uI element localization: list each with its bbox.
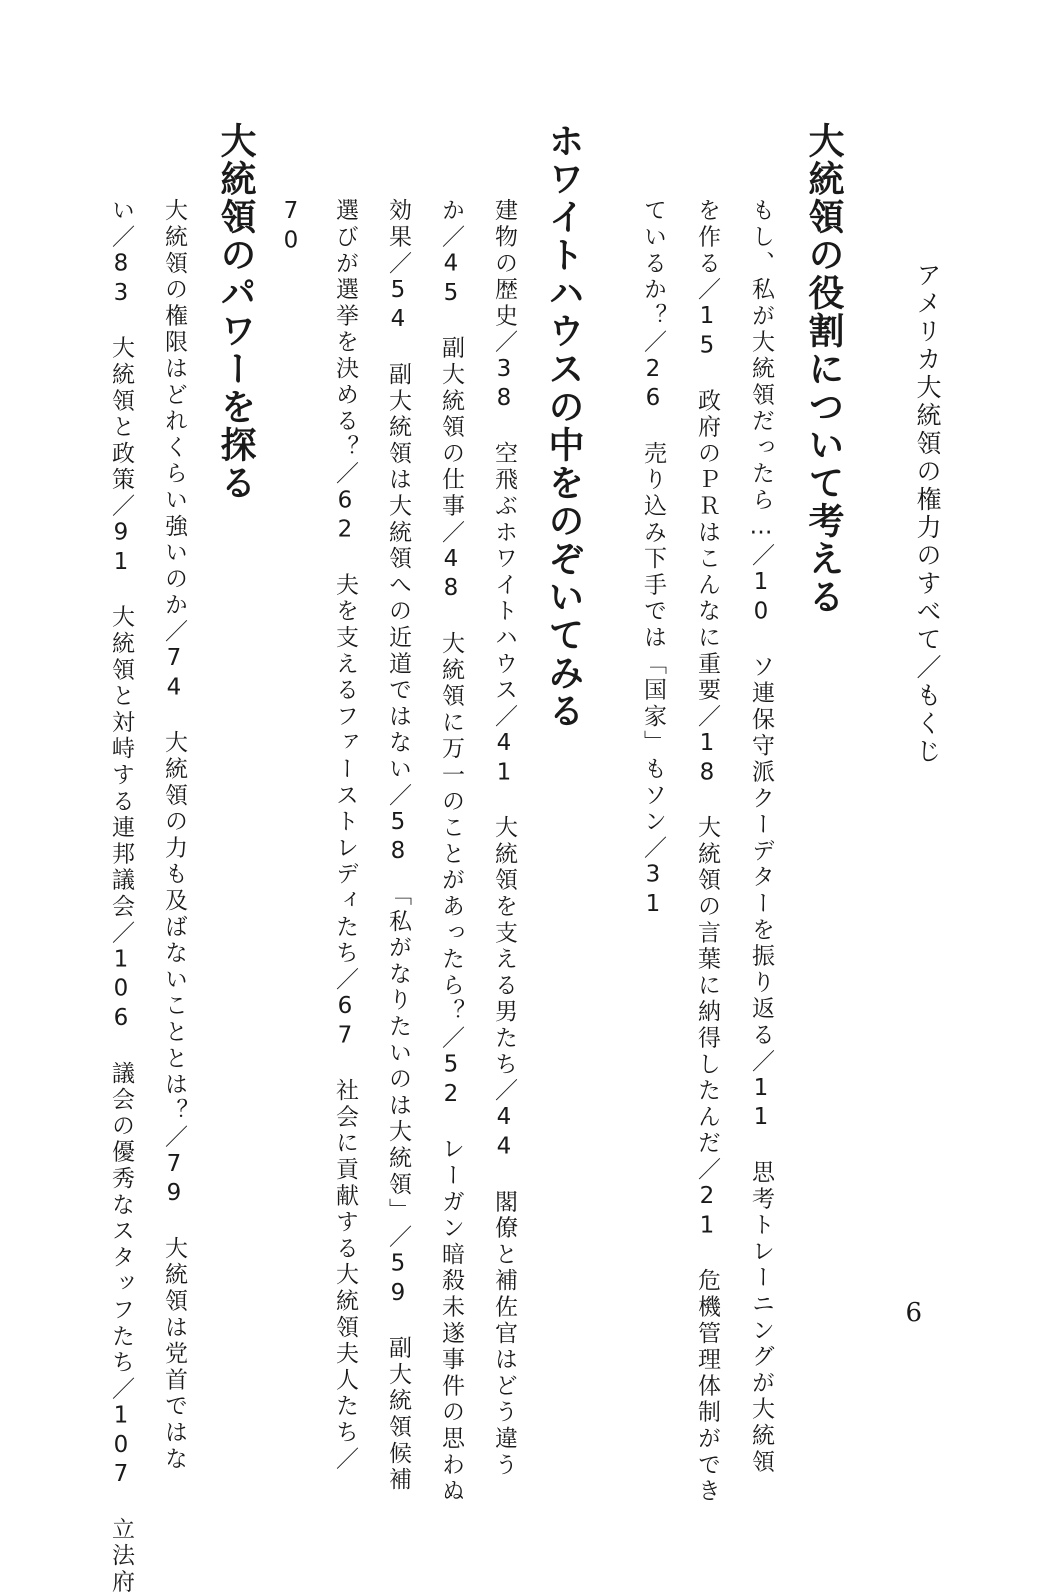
book-title: アメリカ大統領の権力のすべて／もくじ <box>913 262 942 766</box>
page-number: 6 <box>905 1298 922 1328</box>
section-heading-power: 大統領のパワーを探る <box>215 122 257 502</box>
section-white-house-line-3: 効果／54 副大統領は大統領への近道ではない／58 「私がなりたいのは大統領」／59 副大統領候補 <box>385 198 411 1494</box>
section-role-line-3: ているか？／26 売り込み下手では「国家」もソン／31 <box>640 198 666 921</box>
section-white-house-line-5: 70 <box>278 198 304 257</box>
section-white-house-line-2: か／45 副大統領の仕事／48 大統領に万一のことがあったら？／52 レーガン暗殺未遂事件の思わぬ <box>438 198 464 1505</box>
section-heading-white-house: ホワイトハウスの中をのぞいてみる <box>543 122 585 730</box>
section-heading-role: 大統領の役割について考える <box>803 122 845 616</box>
section-power-line-2: い／83 大統領と政策／91 大統領と対峙する連邦議会／106 議会の優秀なスタッフたち／107 立法府 <box>108 198 134 1596</box>
section-role-line-1: もし、私が大統領だったら…／10 ソ連保守派クーデターを振り返る／11 思考トレーニングが大統領 <box>748 198 774 1476</box>
section-white-house-line-1: 建物の歴史／38 空飛ぶホワイトハウス／41 大統領を支える男たち／44 閣僚と補佐官はどう違う <box>491 198 517 1479</box>
section-white-house-line-4: 選びが選挙を決める？／62 夫を支えるファーストレディたち／67 社会に貢献する大統領夫人たち／ <box>332 198 358 1473</box>
section-role-line-2: を作る／15 政府のＰＲはこんなに重要／18 大統領の言葉に納得したんだ／21 危機管理体制ができ <box>694 198 720 1505</box>
section-power-line-1: 大統領の権限はどれくらい強いのか／74 大統領の力も及ばないこととは？／79 大統領は党首ではな <box>161 198 187 1473</box>
